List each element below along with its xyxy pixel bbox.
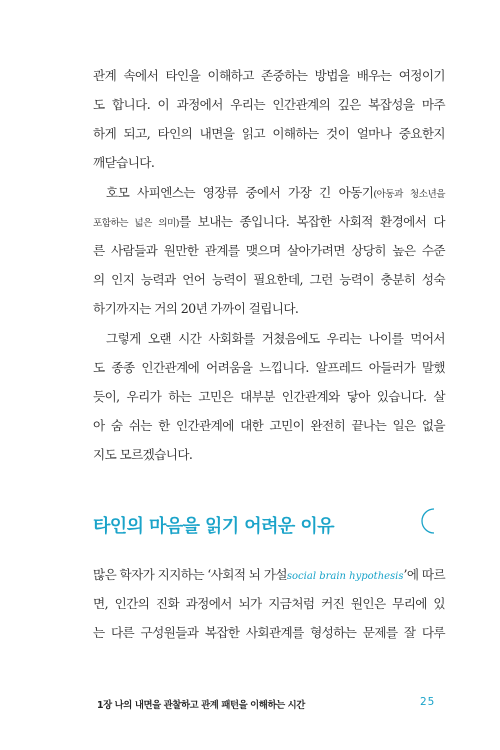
body-line bbox=[93, 569, 445, 582]
section-heading: 타인의 마음을 읽기 어려운 이유 bbox=[93, 516, 334, 537]
heading-bracket-icon bbox=[420, 507, 436, 535]
body-line bbox=[93, 216, 445, 229]
body-text: 호모 사피엔스는 영장류 중에서 가장 긴 아동기 bbox=[106, 185, 374, 200]
body-line: 의 인지 능력과 언어 능력이 필요한데, 그런 능력이 충분히 성숙 bbox=[93, 272, 445, 287]
body-text: 를 보내는 종입니다. 복잡한 사회적 환경에서 다 bbox=[178, 214, 445, 229]
body-line: 른 사람들과 원만한 관계를 맺으며 살아가려면 상당히 높은 수준 bbox=[93, 243, 445, 258]
page-number: 25 bbox=[420, 696, 436, 708]
body-line: 듯이, 우리가 하는 고민은 대부분 인간관계와 닿아 있습니다. 살 bbox=[93, 389, 445, 404]
body-line bbox=[106, 187, 445, 200]
body-text: ’에 따르 bbox=[403, 567, 446, 582]
body-line: 도 합니다. 이 과정에서 우리는 인간관계의 깊은 복잡성을 마주 bbox=[93, 97, 445, 112]
body-line: 그렇게 오랜 시간 사회화를 거쳤음에도 우리는 나이를 먹어서 bbox=[106, 331, 445, 346]
annotation-text: (아동과 청소년을 bbox=[373, 189, 446, 200]
body-text: 많은 학자가 지지하는 ‘사회적 뇌 가설 bbox=[93, 567, 287, 582]
body-line: 하게 되고, 타인의 내면을 읽고 이해하는 것이 얼마나 중요한지 bbox=[93, 126, 445, 141]
body-line: 면, 인간의 진화 과정에서 뇌가 지금처럼 커진 원인은 무리에 있 bbox=[93, 596, 445, 611]
annotation-text: 포함하는 넓은 의미) bbox=[93, 218, 179, 229]
running-footer-title: 1장 나의 내면을 관찰하고 관계 패턴을 이해하는 시간 bbox=[97, 700, 305, 711]
english-term: social brain hypothesis bbox=[286, 571, 404, 582]
body-line: 지도 모르겠습니다. bbox=[93, 447, 193, 462]
body-line: 도 종종 인간관계에 어려움을 느낍니다. 알프레드 아들러가 말했 bbox=[93, 360, 445, 375]
body-line: 하기까지는 거의 20년 가까이 걸립니다. bbox=[93, 301, 299, 316]
body-line: 아 숨 쉬는 한 인간관계에 대한 고민이 완전히 끝나는 일은 없을 bbox=[93, 418, 445, 433]
body-line: 관계 속에서 타인을 이해하고 존중하는 방법을 배우는 여정이기 bbox=[93, 68, 445, 83]
body-line: 깨닫습니다. bbox=[93, 155, 155, 170]
body-line: 는 다른 구성원들과 복잡한 사회관계를 형성하는 문제를 잘 다루 bbox=[93, 625, 445, 640]
